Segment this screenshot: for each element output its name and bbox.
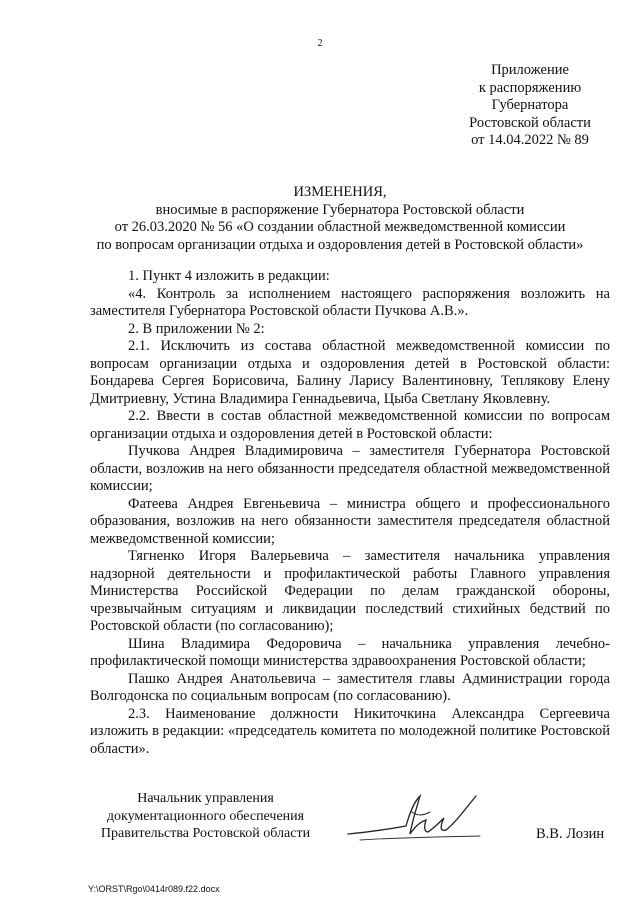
- paragraph: 2. В приложении № 2:: [128, 320, 265, 337]
- signatory-name: В.В. Лозин: [536, 826, 605, 842]
- signatory-line: Правительства Ростовской области: [100, 826, 311, 841]
- file-path: Y:\ORST\Rgo\0414r089.f22.docx: [88, 884, 220, 894]
- appendix-line: Губернатора: [491, 97, 569, 113]
- paragraph: Тягненко Игоря Валерьевича – заместителя начальника управления надзорной деятельности и профилактической работы Главного управления Министерства Российской Федерации по делам гражданской обороны, чрезвычайным ситуациям и ликвидации последствий стихийных бедствий по Ростовской области (по согласованию);: [90, 548, 610, 634]
- paragraph: «4. Контроль за исполнением настоящего распоряжения возложить на заместителя Губернатора Ростовской области Пучкова А.В.».: [90, 285, 610, 319]
- document-title: ИЗМЕНЕНИЯ,: [293, 184, 387, 200]
- appendix-line: Ростовской области: [469, 114, 591, 131]
- page-number: 2: [317, 38, 323, 49]
- signatory-line: документационного обеспечения: [106, 808, 305, 824]
- heading-line: вносимые в распоряжение Губернатора Ростовской области: [155, 201, 525, 218]
- signatory-line: Начальник управления: [137, 791, 274, 806]
- heading-line: от 26.03.2020 № 56 «О создании областной межведомственной комиссии: [114, 219, 566, 235]
- appendix-date: от 14.04.2022 № 89: [471, 132, 589, 148]
- handwritten-signature: [340, 782, 490, 852]
- paragraph: 2.3. Наименование должности Никиточкина Александра Сергеевича изложить в редакции: «председатель комитета по молодежной политике Ростовской области».: [90, 705, 610, 757]
- appendix-header: [430, 62, 630, 150]
- signatory-position: [88, 790, 323, 843]
- paragraph: Фатеева Андрея Евгеньевича – министра общего и профессионального образования, возложив на него обязанности заместителя председателя областной межведомственной комиссии;: [90, 495, 610, 547]
- appendix-line: к распоряжению: [478, 79, 582, 96]
- appendix-line: Приложение: [491, 62, 569, 78]
- paragraph: 1. Пункт 4 изложить в редакции:: [128, 268, 330, 284]
- heading-line: по вопросам организации отдыха и оздоровления детей в Ростовской области»: [96, 236, 584, 253]
- paragraph: Пучкова Андрея Владимировича – заместителя Губернатора Ростовской области, возложив на него обязанности председателя областной межведомственной комиссии;: [90, 443, 610, 494]
- paragraph: 2.1. Исключить из состава областной межведомственной комиссии по вопросам организации отдыха и оздоровления детей в Ростовской области: Бондарева Сергея Борисовича, Балину Ларису Валентиновну, Теплякову Елену Дмитриевну, Устина Владимира Геннадьевича, Цыба Светлану Яковлевну.: [90, 338, 610, 407]
- document-body: [90, 268, 610, 758]
- paragraph: Шина Владимира Федоровича – начальника управления лечебно-профилактической помощи министерства здравоохранения Ростовской области;: [90, 635, 610, 669]
- paragraph: 2.2. Ввести в состав областной межведомственной комиссии по вопросам организации отдыха и оздоровления детей в Ростовской области:: [90, 408, 610, 442]
- document-heading: [60, 184, 620, 254]
- paragraph: Пашко Андрея Анатольевича – заместителя главы Администрации города Волгодонска по социальным вопросам (по согласованию).: [90, 670, 610, 704]
